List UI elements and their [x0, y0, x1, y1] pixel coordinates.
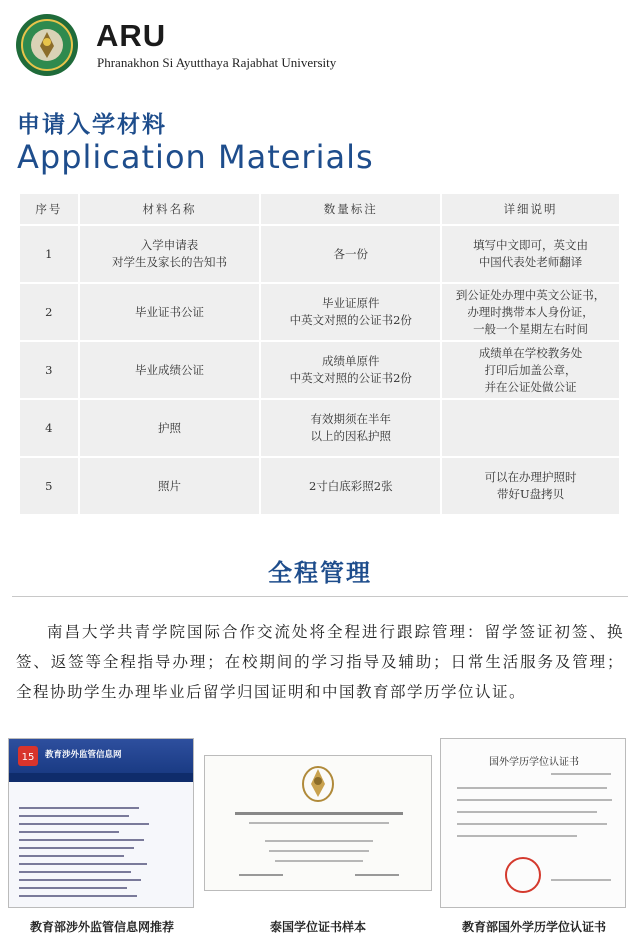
university-seal-icon — [301, 764, 335, 802]
signature-line — [355, 874, 399, 876]
certificate-title: 国外学历学位认证书 — [489, 757, 579, 768]
row-number: 5 — [20, 458, 78, 514]
page-title-cn: 申请入学材料 — [17, 112, 167, 138]
material-quantity: 有效期须在半年 以上的因私护照 — [261, 400, 440, 456]
section-title: 全程管理 — [268, 559, 372, 587]
university-name: Phranakhon Si Ayutthaya Rajabhat University — [97, 55, 337, 70]
row-number: 1 — [20, 226, 78, 282]
material-quantity: 各一份 — [261, 226, 440, 282]
thai-certificate-image — [204, 755, 432, 891]
list-line — [19, 831, 119, 833]
certificate-text-line — [265, 840, 373, 842]
list-line — [19, 863, 147, 865]
list-line — [19, 815, 129, 817]
material-quantity: 2寸白底彩照2张 — [261, 458, 440, 514]
website-screenshot-image — [8, 738, 194, 908]
column-header-number: 序号 — [20, 194, 78, 224]
site-header-banner — [9, 739, 193, 773]
list-line — [19, 839, 144, 841]
list-line — [19, 807, 139, 809]
list-line — [19, 895, 137, 897]
image-caption-1: 教育部涉外监管信息网推荐 — [29, 920, 174, 934]
brand-name: ARU — [96, 18, 167, 53]
ministry-certificate-image — [440, 738, 626, 908]
material-detail: 成绩单在学校教务处 打印后加盖公章， 并在公证处做公证 — [442, 342, 619, 398]
section-paragraph: 南昌大学共青学院国际合作交流处将全程进行跟踪管理：留学签证初签、换签、返签等全程指导办理；在校期间的学习指导及辅助；日常生活服务及管理；全程协助学生办理毕业后留学归国证明和中国教育部学历学位认证。 — [16, 623, 624, 701]
table-row — [20, 284, 619, 340]
table-header-row — [20, 194, 619, 224]
list-line — [19, 879, 141, 881]
official-seal-icon — [505, 857, 541, 893]
svg-text:15: 15 — [21, 752, 35, 763]
certificate-text-line — [249, 822, 389, 824]
table-row — [20, 458, 619, 514]
table-row — [20, 226, 619, 282]
column-header-name: 材料名称 — [80, 194, 260, 224]
table-row — [20, 400, 619, 456]
material-quantity: 毕业证原件 中英文对照的公证书2份 — [261, 284, 440, 340]
row-number: 2 — [20, 284, 78, 340]
list-line — [19, 855, 124, 857]
certificate-text-line — [551, 773, 611, 775]
material-detail: 可以在办理护照时 带好U盘拷贝 — [442, 458, 619, 514]
section-divider — [12, 596, 628, 597]
signature-line — [239, 874, 283, 876]
list-line — [19, 823, 149, 825]
material-name: 入学申请表 对学生及家长的告知书 — [80, 226, 260, 282]
certificate-text-line — [551, 879, 611, 881]
material-name: 毕业成绩公证 — [80, 342, 260, 398]
table-row — [20, 342, 619, 398]
column-header-quantity: 数量标注 — [261, 194, 440, 224]
certificate-text-line — [457, 787, 607, 789]
row-number: 4 — [20, 400, 78, 456]
site-emblem-icon — [17, 745, 39, 767]
certificate-text-line — [457, 823, 607, 825]
material-quantity: 成绩单原件 中英文对照的公证书2份 — [261, 342, 440, 398]
row-number: 3 — [20, 342, 78, 398]
material-name: 毕业证书公证 — [80, 284, 260, 340]
material-detail: 到公证处办理中英文公证书， 办理时携带本人身份证， 一般一个星期左右时间 — [442, 284, 619, 340]
university-logo — [10, 12, 84, 78]
site-title: 教育涉外监管信息网 — [45, 750, 122, 760]
list-line — [19, 887, 127, 889]
image-caption-2: 泰国学位证书样本 — [269, 920, 366, 934]
column-header-detail: 详细说明 — [442, 194, 619, 224]
material-name: 照片 — [80, 458, 260, 514]
material-detail: 填写中文即可，英文由 中国代表处老师翻译 — [442, 226, 619, 282]
certificate-text-line — [275, 860, 363, 862]
header — [0, 0, 640, 88]
certificate-text-line — [235, 812, 403, 815]
materials-table — [18, 192, 621, 516]
material-detail — [442, 400, 619, 456]
certificate-text-line — [457, 835, 577, 837]
certificate-text-line — [457, 811, 597, 813]
list-line — [19, 871, 131, 873]
certificate-text-line — [457, 799, 612, 801]
certificate-text-line — [269, 850, 369, 852]
image-caption-3: 教育部国外学历学位认证书 — [461, 920, 606, 934]
list-line — [19, 847, 134, 849]
page-title-en: Application Materials — [17, 138, 374, 176]
material-name: 护照 — [80, 400, 260, 456]
site-nav-bar — [9, 773, 193, 782]
